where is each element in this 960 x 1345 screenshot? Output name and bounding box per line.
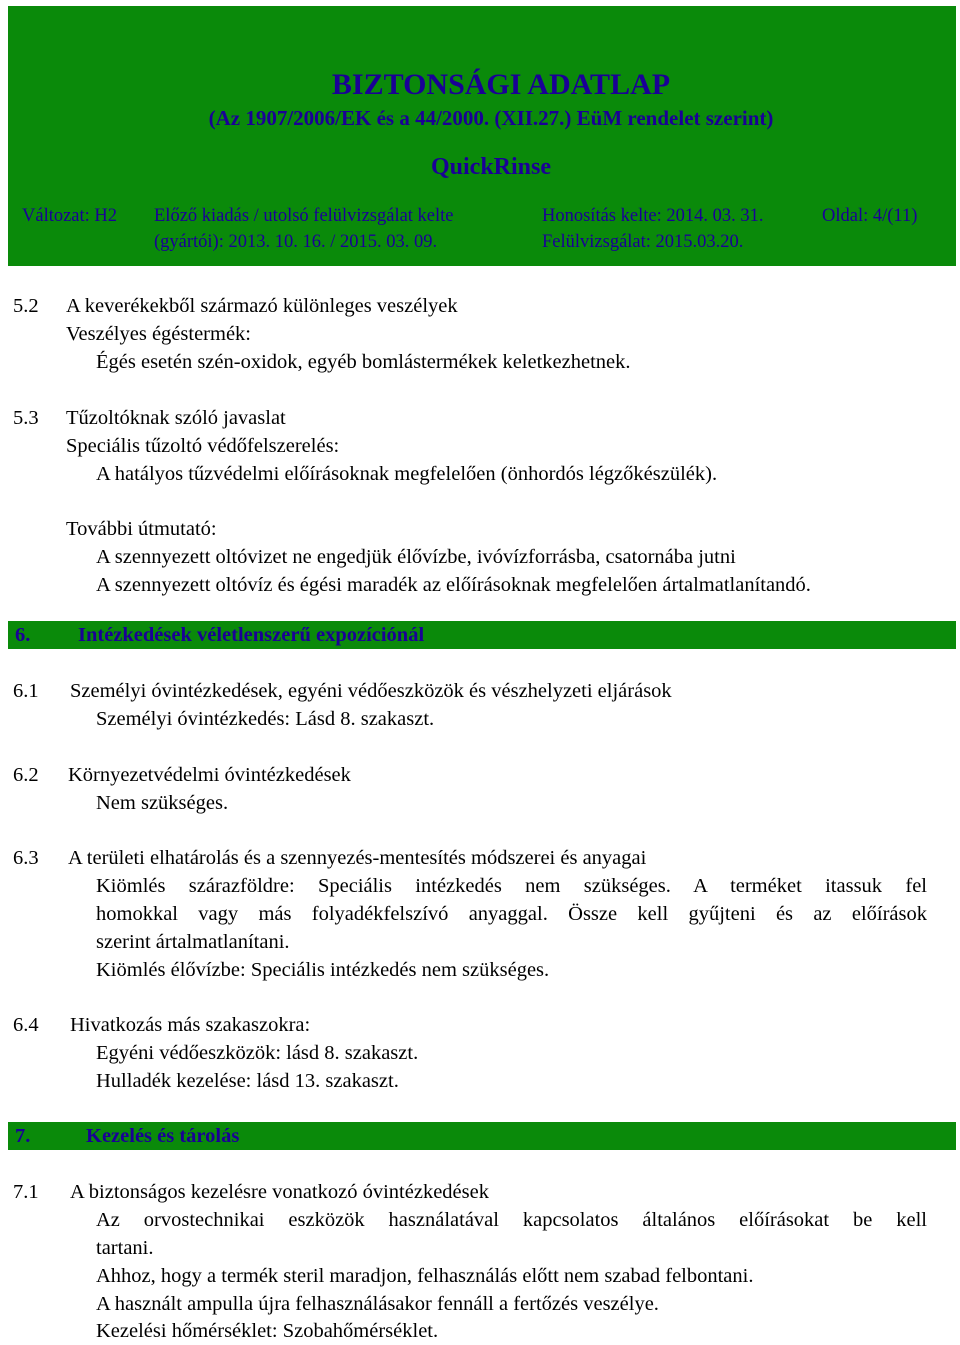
validation-line-1: Honosítás kelte: 2014. 03. 31. (542, 206, 764, 226)
previous-issue-info (154, 203, 454, 255)
section-title: Kezelés és tárolás (86, 1125, 240, 1147)
section-heading: A biztonságos kezelésre vonatkozó óvintézkedések (70, 1181, 489, 1203)
section-number: 5.3 (13, 407, 39, 429)
subsection-label: Veszélyes égéstermék: (66, 323, 251, 345)
section-number: 6.2 (13, 764, 39, 786)
regulation-subtitle: (Az 1907/2006/EK és a 44/2000. (XII.27.) EüM rendelet szerint) (208, 106, 774, 130)
paragraph-text: Egyéni védőeszközök: lásd 8. szakaszt. (96, 1042, 419, 1064)
paragraph-text: Hulladék kezelése: lásd 13. szakaszt. (96, 1070, 399, 1092)
section-heading: Környezetvédelmi óvintézkedések (68, 764, 351, 786)
previous-issue-line-2: (gyártói): 2013. 10. 16. / 2015. 03. 09. (154, 232, 438, 252)
paragraph-text: Kezelési hőmérséklet: Szobahőmérséklet. (96, 1320, 439, 1342)
section-title: Intézkedések véletlenszerű expozíciónál (78, 624, 425, 646)
section-number: 5.2 (13, 295, 39, 317)
paragraph-text: homokkal vagy más folyadékfelszívó anyaggal. Össze kell gyűjteni és az előírások (96, 903, 927, 925)
paragraph-text: Személyi óvintézkedés: Lásd 8. szakaszt. (96, 708, 435, 730)
paragraph-text: Nem szükséges. (96, 792, 229, 814)
section-banner (8, 1122, 956, 1150)
section-number: 7. (15, 1125, 31, 1147)
paragraph-text: tartani. (96, 1237, 154, 1259)
paragraph-text: A szennyezett oltóvizet ne engedjük élővízbe, ivóvízforrásba, csatornába jutni (96, 546, 736, 568)
subsection-label: További útmutató: (66, 518, 217, 540)
section-number: 6. (15, 624, 31, 646)
section-banner (8, 621, 956, 649)
paragraph-text: Ahhoz, hogy a termék steril maradjon, felhasználás előtt nem szabad felbontani. (96, 1265, 754, 1287)
section-heading: Tűzoltóknak szóló javaslat (66, 407, 286, 429)
paragraph-text: szerint ártalmatlanítani. (96, 931, 290, 953)
section-heading: Személyi óvintézkedések, egyéni védőeszközök és vészhelyzeti eljárások (70, 680, 672, 702)
section-heading: Hivatkozás más szakaszokra: (70, 1014, 311, 1036)
validation-line-2: Felülvizsgálat: 2015.03.20. (542, 232, 744, 252)
version-label: Változat: H2 (22, 206, 118, 226)
page-number: Oldal: 4/(11) (822, 206, 918, 226)
section-heading: A területi elhatárolás és a szennyezés-mentesítés módszerei és anyagai (68, 847, 647, 869)
paragraph-text: A használt ampulla újra felhasználásakor fennáll a fertőzés veszélye. (96, 1293, 659, 1315)
section-number: 6.1 (13, 680, 39, 702)
product-name: QuickRinse (430, 154, 552, 180)
document-header (8, 6, 956, 266)
document-title: BIZTONSÁGI ADATLAP (331, 68, 671, 101)
section-number: 6.3 (13, 847, 39, 869)
paragraph-text: Kiömlés élővízbe: Speciális intézkedés nem szükséges. (96, 959, 550, 981)
paragraph-text: A szennyezett oltóvíz és égési maradék az előírásoknak megfelelően ártalmatlanítandó. (96, 574, 811, 596)
section-number: 6.4 (13, 1014, 39, 1036)
validation-info (542, 203, 763, 255)
paragraph-text: Égés esetén szén-oxidok, egyéb bomlástermékek keletkezhetnek. (96, 351, 631, 373)
paragraph-text: A hatályos tűzvédelmi előírásoknak megfelelően (önhordós légzőkészülék). (96, 463, 718, 485)
subsection-label: Speciális tűzoltó védőfelszerelés: (66, 435, 340, 457)
section-heading: A keverékekből származó különleges veszélyek (66, 295, 458, 317)
paragraph-text: Kiömlés szárazföldre: Speciális intézkedés nem szükséges. A terméket itassuk fel (96, 875, 927, 897)
section-number: 7.1 (13, 1181, 39, 1203)
paragraph-text: Az orvostechnikai eszközök használatával kapcsolatos általános előírásokat be kell (96, 1209, 927, 1231)
previous-issue-line-1: Előző kiadás / utolsó felülvizsgálat kelte (154, 206, 454, 226)
